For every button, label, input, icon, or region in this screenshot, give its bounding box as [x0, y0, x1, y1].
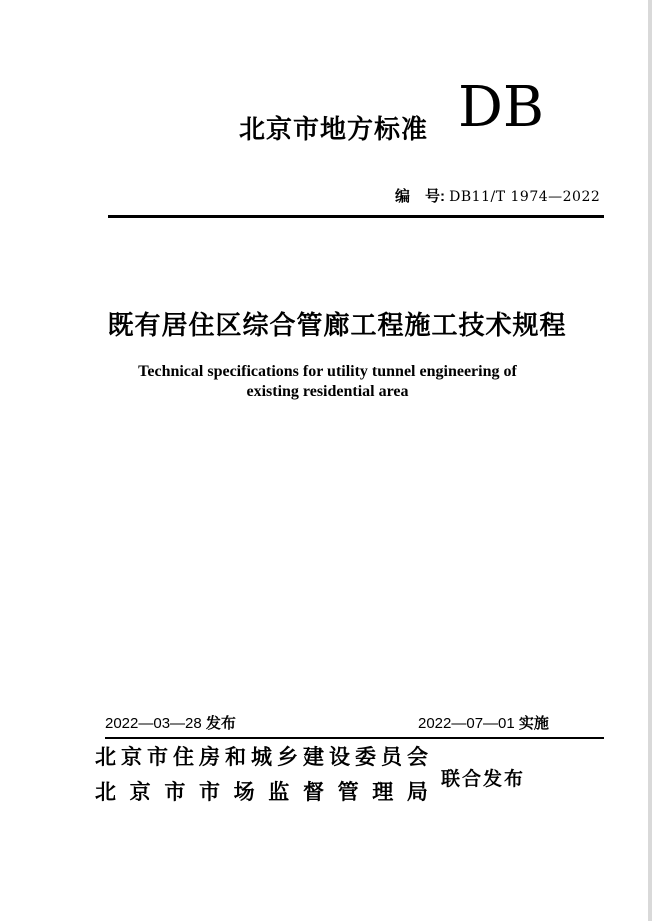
standard-type-heading: 北京市地方标准	[239, 114, 429, 144]
db-logo: DB	[458, 75, 545, 140]
joint-issue-label: 联合发布	[441, 769, 526, 790]
issuer-org-1: 北 京 市 住 房 和 城 乡 建 设 委 员 会	[95, 746, 428, 769]
implement-date: 2022—07—01	[418, 715, 515, 732]
document-title-en-line2: existing residential area	[246, 383, 409, 400]
header-rule	[108, 215, 604, 218]
issue-date: 2022—03—28	[105, 715, 202, 732]
scanned-page-edge	[648, 0, 652, 921]
standard-number-label: 编 号:	[395, 188, 445, 205]
document-title-en-line1: Technical specifications for utility tunnel engineering of	[138, 363, 517, 380]
footer-rule	[105, 737, 604, 739]
issue-label: 发布	[205, 715, 236, 732]
document-title-en	[0, 362, 655, 402]
document-title-zh: 既有居住区综合管廊工程施工技术规程	[107, 310, 567, 340]
standard-number-line	[395, 185, 600, 206]
implement-label: 实施	[518, 715, 549, 732]
implement-date-line	[418, 712, 549, 733]
issue-date-line	[105, 712, 236, 733]
standard-number-value: DB11/T 1974—2022	[449, 189, 601, 205]
issuer-org-2: 北 京 市 市 场 监 督 管 理 局	[95, 781, 428, 804]
